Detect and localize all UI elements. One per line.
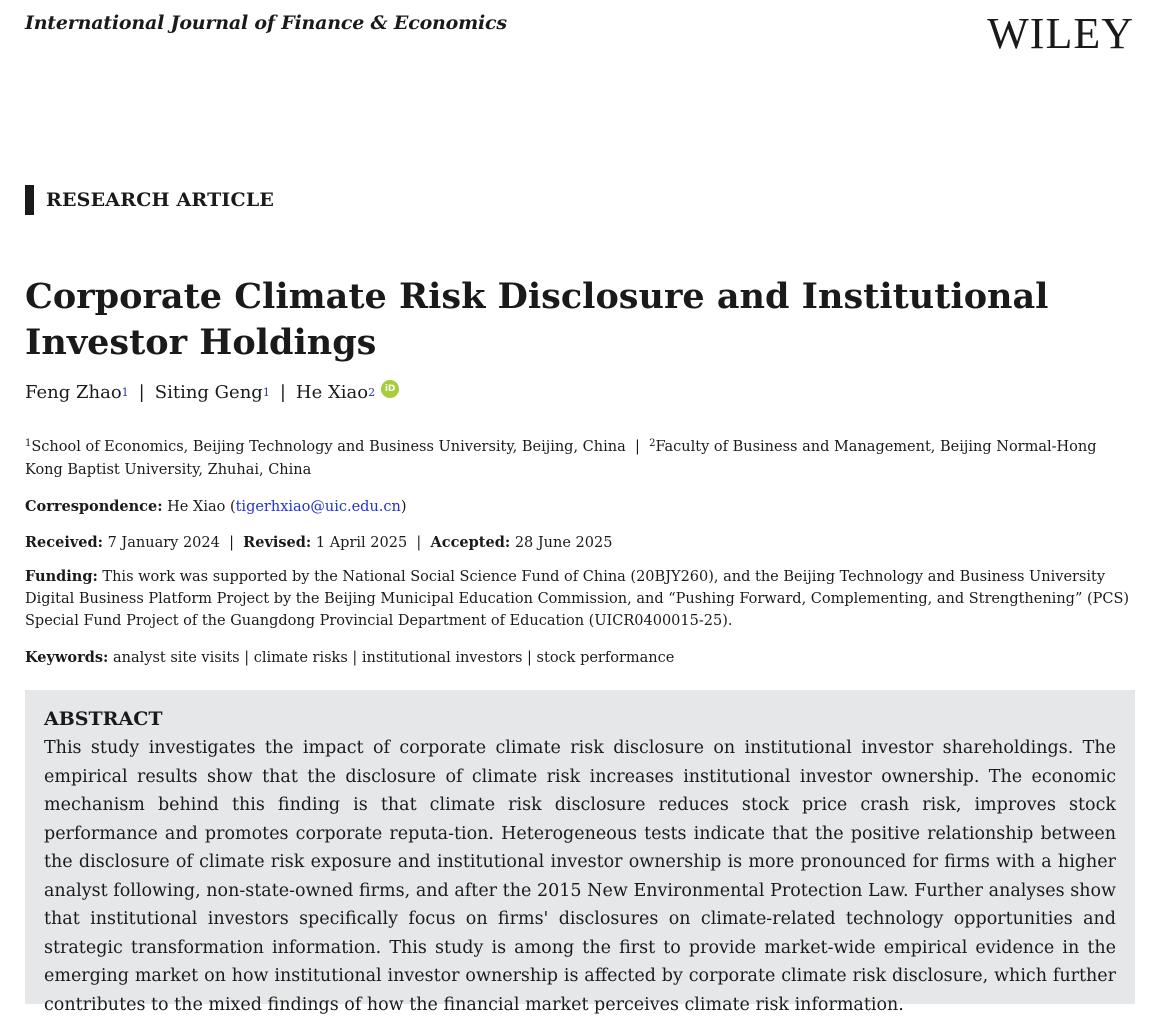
- affiliation-text: Faculty of Business and Management, Beijing Normal-Hong Kong Baptist University, Zhuhai, China: [25, 439, 1097, 478]
- funding-label: Funding:: [25, 568, 98, 585]
- correspondence-open: (: [229, 499, 236, 515]
- correspondence-name: He Xiao: [167, 499, 226, 515]
- keywords: [25, 647, 674, 669]
- author-affil-ref[interactable]: 2: [368, 386, 376, 399]
- article-title: Corporate Climate Risk Disclosure and Institutional Investor Holdings: [25, 276, 1049, 363]
- correspondence-label: Correspondence:: [25, 498, 163, 515]
- article-type: [25, 185, 274, 215]
- affiliation-number: 1: [25, 438, 32, 449]
- correspondence-close: ): [400, 499, 407, 515]
- author-affil-ref[interactable]: 1: [121, 386, 129, 399]
- author-name[interactable]: Siting Geng: [154, 382, 263, 403]
- funding-text: This work was supported by the National Social Science Fund of China (20BJY260), and the Beijing Technology and Business University Digital Business Platform Project by the Beijing Municipal Education Commission, and “Pushing Forward, Complementing, and Strengthening” (PCS) Special Fund Project of the Guangdong Provincial Department of Education (UICR0400015-25).: [25, 569, 1130, 629]
- keywords-label: Keywords:: [25, 649, 109, 666]
- abstract-box: [25, 690, 1135, 1015]
- affiliation-text: School of Economics, Beijing Technology and Business University, Beijing, China: [31, 439, 626, 455]
- abstract-heading: ABSTRACT: [44, 708, 163, 730]
- article-dates: [25, 532, 612, 554]
- received-date: 7 January 2024: [107, 535, 220, 551]
- author-affil-ref[interactable]: 1: [262, 386, 270, 399]
- article-type-bar: [25, 185, 34, 215]
- correspondence-email-link[interactable]: tigerhxiao@uic.edu.cn: [235, 499, 401, 515]
- journal-name: International Journal of Finance & Economics: [25, 12, 507, 34]
- received-label: Received:: [25, 534, 103, 551]
- accepted-label: Accepted:: [430, 534, 511, 551]
- author-separator: |: [138, 382, 145, 403]
- author-name[interactable]: Feng Zhao: [25, 382, 122, 403]
- publisher-logo: WILEY: [987, 9, 1134, 58]
- affiliation-separator: |: [634, 439, 640, 455]
- date-separator: |: [229, 535, 234, 551]
- affiliation-number: 2: [649, 438, 656, 449]
- author-list: [25, 382, 399, 403]
- author-name[interactable]: He Xiao: [295, 382, 369, 403]
- author-separator: |: [279, 382, 286, 403]
- accepted-date: 28 June 2025: [514, 535, 613, 551]
- orcid-icon[interactable]: iD: [381, 380, 399, 398]
- correspondence: [25, 496, 407, 518]
- affiliations: [25, 432, 1125, 482]
- article-type-label: RESEARCH ARTICLE: [46, 189, 275, 211]
- keywords-text: analyst site visits | climate risks | institutional investors | stock performance: [113, 650, 675, 666]
- revised-date: 1 April 2025: [315, 535, 408, 551]
- revised-label: Revised:: [243, 534, 312, 551]
- funding: [25, 566, 1130, 632]
- abstract-text: This study investigates the impact of corporate climate risk disclosure on institutional investor shareholdings. The empirical results show that the disclosure of climate risk increases institutional investor ownership. The economic mechanism behind this finding is that climate risk disclosure reduces stock price crash risk, improves stock performance and promotes corporate reputa-tion. Heterogeneous tests indicate that the positive relationship between the disclosure of climate risk exposure and institutional investor ownership is more pronounced for firms with a higher analyst following, non-state-owned firms, and after the 2015 New Environmental Protection Law. Further analyses show that institutional investors specifically focus on firms' disclosures on climate-related technology opportunities and strategic transformation information. This study is among the first to provide market-wide empirical evidence in the emerging market on how institutional investor ownership is affected by corporate climate risk disclosure, which further contributes to the mixed findings of how the financial market perceives climate risk information.: [44, 738, 1116, 1015]
- date-separator: |: [416, 535, 422, 551]
